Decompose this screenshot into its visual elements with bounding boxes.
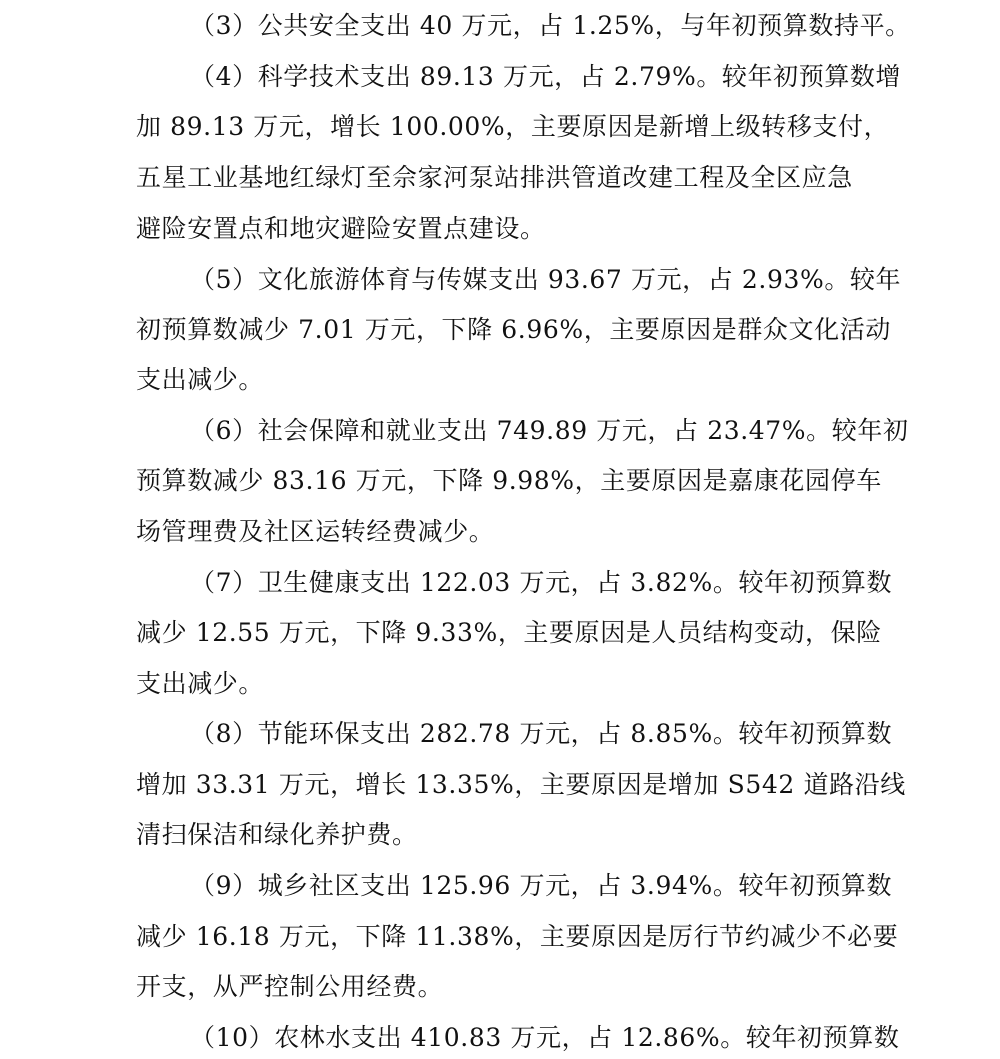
text-line: （4）科学技术支出 89.13 万元，占 2.79%。较年初预算数增 — [190, 62, 902, 91]
text-line: （3）公共安全支出 40 万元，占 1.25%，与年初预算数持平。 — [190, 11, 911, 40]
text-line: 避险安置点和地灾避险安置点建设。 — [136, 214, 546, 243]
text-line: 预算数减少 83.16 万元，下降 9.98%，主要原因是嘉康花园停车 — [136, 466, 882, 495]
text-line: （10）农林水支出 410.83 万元，占 12.86%。较年初预算数 — [190, 1023, 900, 1052]
text-line: 清扫保洁和绿化养护费。 — [136, 820, 418, 849]
text-line: 支出减少。 — [136, 669, 265, 698]
text-line: （5）文化旅游体育与传媒支出 93.67 万元，占 2.93%。较年 — [190, 265, 902, 294]
text-line: （8）节能环保支出 282.78 万元，占 8.85%。较年初预算数 — [190, 719, 893, 748]
text-line: 五星工业基地红绿灯至佘家河泵站排洪管道改建工程及全区应急 — [136, 163, 853, 192]
text-line: 增加 33.31 万元，增长 13.35%，主要原因是增加 S542 道路沿线 — [136, 770, 906, 799]
text-line: （6）社会保障和就业支出 749.89 万元，占 23.47%。较年初 — [190, 416, 909, 445]
text-line: 初预算数减少 7.01 万元，下降 6.96%，主要原因是群众文化活动 — [136, 315, 891, 344]
text-line: 场管理费及社区运转经费减少。 — [136, 517, 495, 546]
text-line: 支出减少。 — [136, 365, 265, 394]
text-line: 减少 12.55 万元，下降 9.33%，主要原因是人员结构变动，保险 — [136, 618, 882, 647]
text-line: （7）卫生健康支出 122.03 万元，占 3.82%。较年初预算数 — [190, 568, 893, 597]
text-line: （9）城乡社区支出 125.96 万元，占 3.94%。较年初预算数 — [190, 871, 893, 900]
text-line: 开支，从严控制公用经费。 — [136, 972, 444, 1001]
text-line: 减少 16.18 万元，下降 11.38%，主要原因是厉行节约减少不必要 — [136, 922, 899, 951]
text-line: 加 89.13 万元，增长 100.00%，主要原因是新增上级转移支付， — [136, 112, 890, 141]
